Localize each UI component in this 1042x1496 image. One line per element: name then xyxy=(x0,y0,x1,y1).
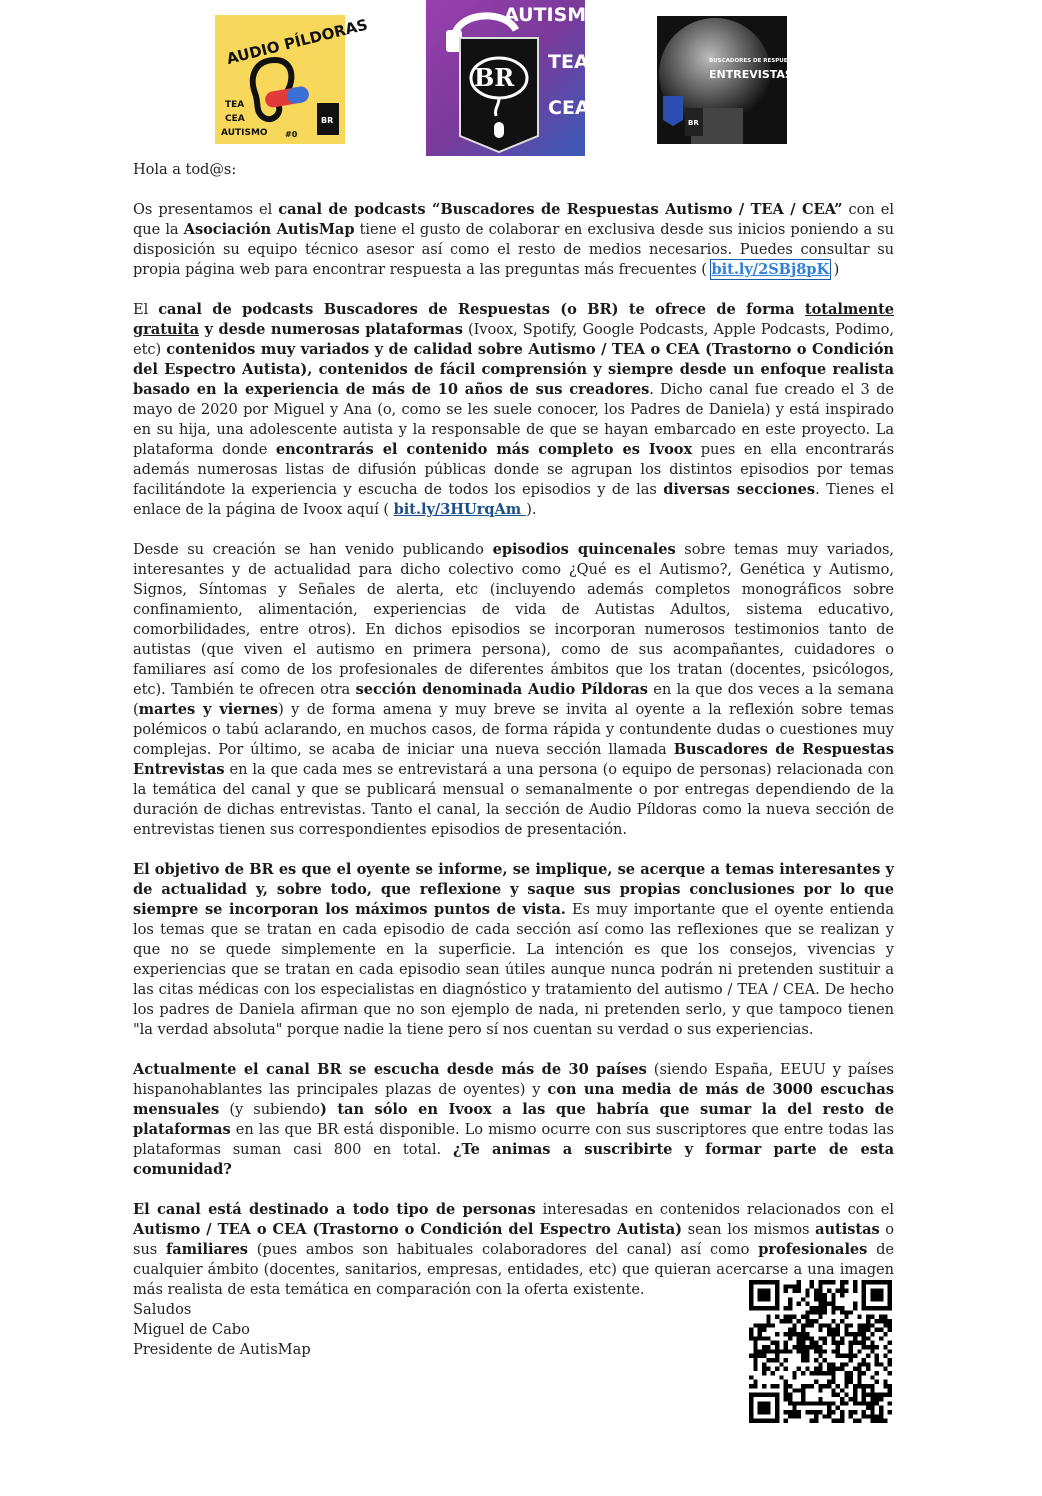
paragraph-objective: El objetivo de BR es que el oyente se informe, se implique, se acerque a temas interesantes y de actualidad y, sobre todo, que reflexione y saque sus propias conclusiones por lo que siempre se incorporan los máximos puntos de vista. Es muy importante que el oyente entienda los temas que se tratan en cada episodio de cada sección así como las reflexiones que se realizan y que no se quede simplemente en la superficie. La intención es que los consejos, vivencias y experiencias que se tratan en cada episodio sean útiles aunque nunca podrán ni pretenden sustituir a las citas médicas con los especialistas en diagnóstico y tratamiento del autismo / TEA / CEA. De hecho los padres de Daniela afirman que no son ejemplo de nada, ni pretenden serlo, y que tampoco tienen "la verdad absoluta" porque nadie la tiene pero sí nos cuentan su verdad o sus experiencias. xyxy=(133,861,894,1038)
paragraph-target: El canal está destinado a todo tipo de personas interesadas en contenidos relacionados con el Autismo / TEA o CEA (Trastorno o Condición del Espectro Autista) sean los mismos autistas o sus familiares (pues ambos son habituales colaboradores del canal) así como profesionales de cualquier ámbito (docentes, sanitarios, empresas, entidades, etc) que quieran acercarse a una imagen más realista de esta temática en comparación con la oferta existente. xyxy=(133,1201,895,1298)
br-autismo-word-1: AUTISMO xyxy=(504,4,603,26)
audio-pildoras-line-2: CEA xyxy=(225,114,245,124)
br-autismo-logo xyxy=(426,0,603,156)
br-autismo-word-3: CEA xyxy=(548,97,590,119)
entrevistas-badge: BR xyxy=(688,119,699,127)
audio-pildoras-logo-title: AUDIO PÍLDORAS xyxy=(224,15,370,69)
entrevistas-title: ENTREVISTAS xyxy=(709,68,793,81)
signer-role: Presidente de AutisMap xyxy=(133,1341,311,1358)
signature-block xyxy=(133,1300,311,1360)
audio-pildoras-number: #0 xyxy=(285,130,298,139)
letter-body xyxy=(133,160,894,1320)
entrevistas-header: BUSCADORES DE RESPUESTAS xyxy=(709,58,803,64)
paragraph-audience-stats: Actualmente el canal BR se escucha desde más de 30 países (siendo España, EEUU y países hispanohablantes las principales plazas de oyentes) y con una media de más de 3000 escuchas mensuales (y subiendo) tan sólo en Ivoox a las que habría que sumar la del resto de plataformas en las que BR está disponible. Lo mismo ocurre con sus suscriptores que entre todas las plataformas suman casi 800 en total. ¿Te animas a suscribirte y formar parte de esta comunidad? xyxy=(133,1061,894,1178)
signer-name: Miguel de Cabo xyxy=(133,1321,250,1338)
audio-pildoras-line-1: TEA xyxy=(225,100,245,110)
audio-pildoras-logo xyxy=(215,15,370,144)
audio-pildoras-line-3: AUTISMO xyxy=(221,128,268,138)
header-logos xyxy=(0,0,1042,160)
br-autismo-word-2: TEA xyxy=(548,51,589,73)
greeting: Hola a tod@s: xyxy=(133,161,237,178)
qr-code xyxy=(749,1280,892,1423)
audio-pildoras-badge: BR xyxy=(321,116,334,125)
entrevistas-shield-icon xyxy=(663,96,683,126)
ivoox-link[interactable]: bit.ly/3HUrqAm xyxy=(393,501,527,518)
autismap-faq-link[interactable]: bit.ly/2SBj8pK xyxy=(711,261,830,278)
microphone-icon xyxy=(494,122,504,138)
paragraph-episodes: Desde su creación se han venido publicando episodios quincenales sobre temas muy variados, interesantes y de actualidad para dicho colectivo como ¿Qué es el Autismo?, Genética y Autismo, Signos, Síntomas y Señales de alerta, etc (incluyendo además completos monográficos sobre confinamiento, alimentación, experiencias de vida de Autistas Adultos, sistema educativo, comorbilidades, entre otros). En dichos episodios se incorporan numerosos testimonios tanto de autistas (que viven el autismo en primera persona), como de sus acompañantes, cuidadores o familiares así como de los profesionales de diferentes ámbitos que los tratan (docentes, psicólogos, etc). También te ofrecen otra sección denominada Audio Píldoras en la que dos veces a la semana (martes y viernes) y de forma amena y muy breve se invita al oyente a la reflexión sobre temas polémicos o tabú aclarando, en muchos casos, de forma rápida y contundente dudas o cuestiones muy complejas. Por último, se acaba de iniciar una nueva sección llamada Buscadores de Respuestas Entrevistas en la que cada mes se entrevistará a una persona (o equipo de personas) relacionada con la temática del canal y que se publicará mensual o semanalmente o por entregas dependiendo de la duración de dichas entrevistas. Tanto el canal, la sección de Audio Píldoras como la nueva sección de entrevistas tienen sus correspondientes episodios de presentación. xyxy=(133,541,894,838)
entrevistas-logo xyxy=(657,16,803,144)
br-autismo-mark: BR xyxy=(474,63,515,92)
paragraph-channel: El canal de podcasts Buscadores de Respuestas (o BR) te ofrece de forma totalmente gratuita y desde numerosas plataformas (Ivoox, Spotify, Google Podcasts, Apple Podcasts, Podimo, etc) contenidos muy variados y de calidad sobre Autismo / TEA o CEA (Trastorno o Condición del Espectro Autista), contenidos de fácil comprensión y siempre desde un enfoque realista basado en la experiencia de más de 10 años de sus creadores. Dicho canal fue creado el 3 de mayo de 2020 por Miguel y Ana (o, como se les suele conocer, los Padres de Daniela) y está inspirado en su hija, una adolescente autista y la responsable de que se hayan embarcado en este proyecto. La plataforma donde encontrarás el contenido más completo es Ivoox pues en ella encontrarás además numerosas listas de difusión públicas donde se agrupan los distintos episodios por temas facilitándote la experiencia y escucha de todos los episodios y de las diversas secciones. Tienes el enlace de la página de Ivoox aquí ( bit.ly/3HUrqAm ). xyxy=(133,301,895,518)
paragraph-intro: Os presentamos el canal de podcasts “Buscadores de Respuestas Autismo / TEA / CEA” con el que la Asociación AutisMap tiene el gusto de colaborar en exclusiva desde sus inicios poniendo a su disposición su equipo técnico asesor así como el resto de medios necesarios. Puedes consultar su propia página web para encontrar respuesta a las preguntas más frecuentes ( bit.ly/2SBj8pK ) xyxy=(133,201,894,278)
closing: Saludos xyxy=(133,1301,192,1318)
